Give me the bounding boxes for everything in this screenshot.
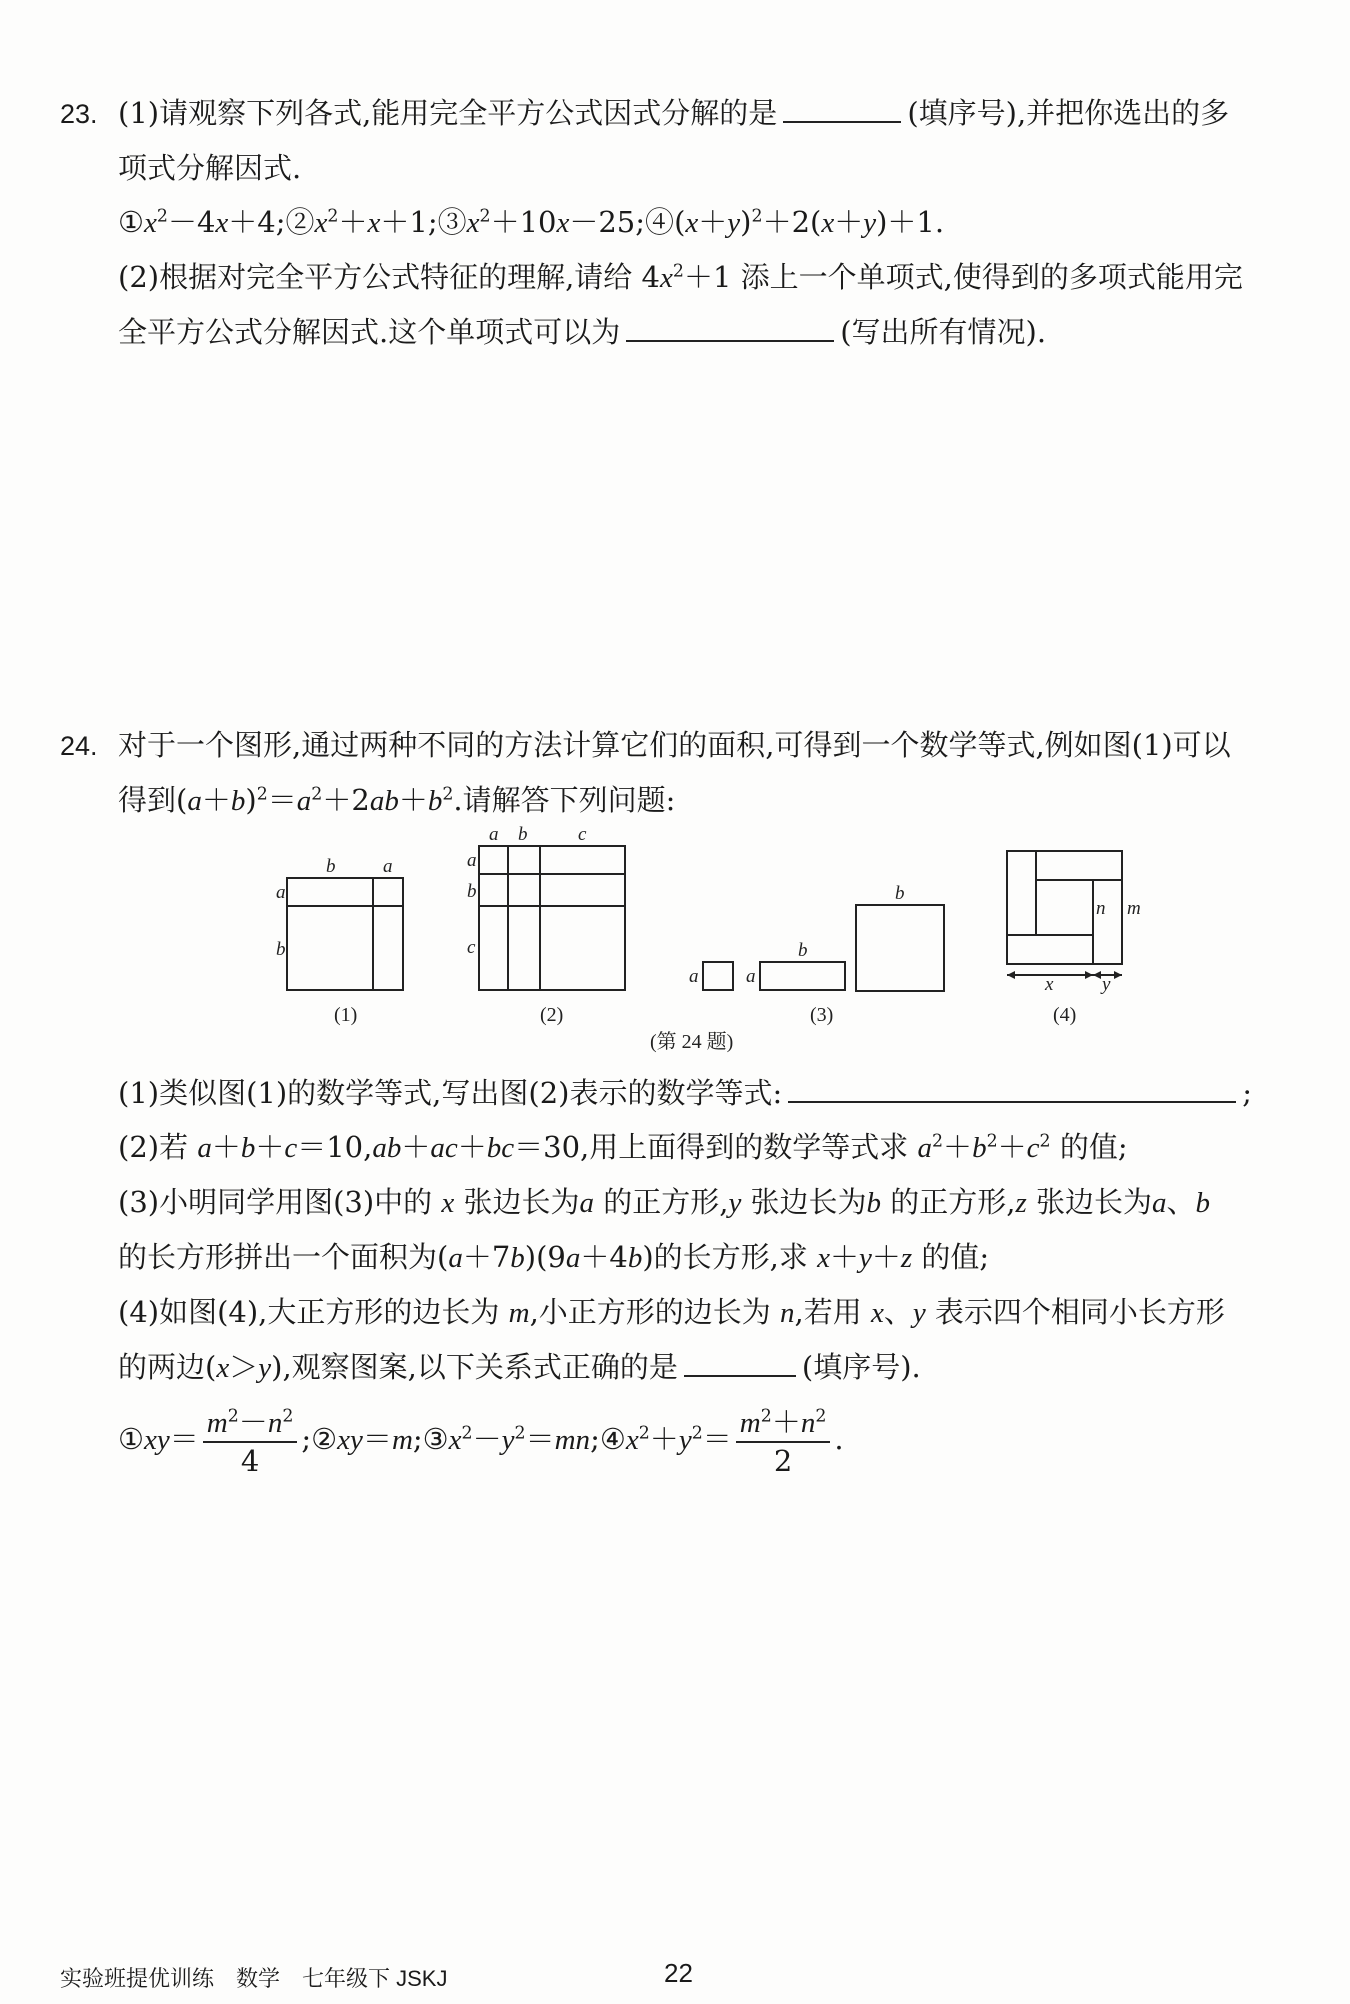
q23-number: 23. <box>60 99 98 129</box>
q24-sub4-text-c: ,若用 <box>794 1295 862 1329</box>
q24-number: 24. <box>60 731 98 761</box>
q24-sub3-text-e: 的正方形, <box>890 1185 1016 1219</box>
q24-sub1 <box>60 1066 1310 1120</box>
q24-sub2: (2)若 a＋b＋c＝10,ab＋ac＋bc＝30,用上面得到的数学等式求 $a^2+b^2+c^2$ 的值; <box>118 1130 1128 1164</box>
q24-sub3-text-c: 的正方形, <box>603 1185 729 1219</box>
q23-part2: (2)根据对完全平方公式特征的理解,请给 $4x^2+1$ 添上一个单项式,使得到的多项式能用完 <box>118 260 1243 294</box>
fig2-label-b-top: b <box>518 824 528 845</box>
fig3-label-b-2: b <box>895 883 905 904</box>
q24-sub2-text-a: (2)若 <box>118 1130 189 1164</box>
fig1-caption: (1) <box>334 1004 358 1026</box>
fig1-label-a-left: a <box>276 882 286 903</box>
fig1-label-b-top: b <box>326 856 336 877</box>
q23-opt3-mark: ③ <box>437 205 467 239</box>
fig3-label-a-1: a <box>689 966 699 987</box>
q24-sub3-text-f: 张边长为 <box>1036 1185 1153 1219</box>
q23-options: $①x^2-4x+4;②x^2+x+1;③x^2+10x-25;④(x+y)^2+2(x+y)+1$. <box>118 205 945 239</box>
q23-line2: 项式分解因式. <box>118 151 302 185</box>
q24-sub3-text-b: 张边长为 <box>463 1185 580 1219</box>
q24-sub3-text-g: 的长方形拼出一个面积为 <box>118 1240 438 1274</box>
fig3-label-b-1: b <box>798 940 808 961</box>
fig4-label-x: x <box>1045 974 1054 995</box>
q23-part1-text-b: (填序号),并把你选出的多 <box>907 96 1230 130</box>
q24-sub1-end: ; <box>1242 1076 1253 1110</box>
q24-sub2-text-b: ,用上面得到的数学等式求 <box>580 1130 909 1164</box>
footer-book-title: 实验班提优训练 数学 七年级下 JSKJ <box>60 1966 448 1991</box>
q24-sub4-text-b: ,小正方形的边长为 <box>529 1295 771 1329</box>
q24-blank-1[interactable] <box>788 1071 1236 1103</box>
q24-subquestions <box>60 1066 1310 1479</box>
q24-intro-text-b: 得到 <box>118 783 177 817</box>
fig4-label-n: n <box>1096 898 1106 919</box>
q23-part2-text-c: 全平方公式分解因式.这个单项式可以为 <box>118 315 621 349</box>
fig2-caption: (2) <box>540 1004 564 1026</box>
q23-opt2-mark: ② <box>285 205 315 239</box>
q24-intro-text-c: .请解答下列问题: <box>453 783 676 817</box>
q24-sub1-text: (1)类似图(1)的数学等式,写出图(2)表示的数学等式: <box>118 1076 783 1110</box>
q24-sub3-text-h: 的长方形,求 <box>653 1240 808 1274</box>
q24-intro-line2: 得到$(a+b)^2=a^2+2ab+b^2$.请解答下列问题: <box>118 783 676 817</box>
figure-caption-q24: (第 24 题) <box>650 1031 734 1053</box>
fig3-label-a-2: a <box>746 966 756 987</box>
fig2-label-a-top: a <box>489 824 499 845</box>
fig1-label-b-left: b <box>276 939 286 960</box>
q24-sub4-text-e: 的两边 <box>118 1350 206 1384</box>
q24-sub4-text-g: (填序号). <box>801 1350 921 1384</box>
q24-intro-text-a: 对于一个图形,通过两种不同的方法计算它们的面积,可得到一个数学等式,例如图(1)可以 <box>118 728 1231 762</box>
q24-sub3-text-d: 张边长为 <box>750 1185 867 1219</box>
q24-sub4-text-a: (4)如图(4),大正方形的边长为 <box>118 1295 500 1329</box>
fraction-2: $\frac{m^2+n^2}{2}$ <box>736 1404 831 1479</box>
figure-3-pieces <box>703 905 944 991</box>
fig2-label-b-left: b <box>467 881 477 902</box>
q24-sub3-line2: 的长方形拼出一个面积为(a＋7b)(9a＋4b)的长方形,求 x＋y＋z 的值; <box>118 1240 990 1274</box>
q24-sub4-options: ①xy＝ $\frac{m^2-n^2}{4}$ $;②xy=m;③x^2-y^2=mn;④x^2+y^2=$ $\frac{m^2+n^2}{2}$ . <box>118 1404 844 1478</box>
q24-sub4-text-d: 表示四个相同小长方形 <box>934 1295 1225 1329</box>
q24-sub4-text-f: ,观察图案,以下关系式正确的是 <box>282 1350 678 1384</box>
q24-sub4-line2: 的两边(x＞y),观察图案,以下关系式正确的是 (填序号). <box>60 1340 1310 1395</box>
q23-part1-text: (1)请观察下列各式,能用完全平方公式因式分解的是 <box>118 96 778 130</box>
q24-blank-2[interactable] <box>684 1345 796 1377</box>
fig4-caption: (4) <box>1053 1004 1077 1026</box>
fig2-label-a-left: a <box>467 850 477 871</box>
q24-sub3: (3)小明同学用图(3)中的 x 张边长为a 的正方形,y 张边长为b 的正方形,z 张边长为a、b <box>118 1185 1211 1219</box>
q23-opt4-mark: ④ <box>645 205 675 239</box>
figure-2-square <box>479 846 625 990</box>
fig2-label-c-top: c <box>578 824 587 845</box>
figure-1-square <box>287 878 403 990</box>
fig4-label-m: m <box>1127 898 1141 919</box>
q24-sub2-text-c: 的值; <box>1059 1130 1128 1164</box>
q24-sub3-text-i: 的值; <box>921 1240 990 1274</box>
q23-part2-text-d: (写出所有情况). <box>840 315 1047 349</box>
fig4-label-y: y <box>1102 974 1111 995</box>
q23-opt1-mark: ① <box>118 205 144 239</box>
fig3-caption: (3) <box>810 1004 834 1026</box>
q23-part2-text-a: (2)根据对完全平方公式特征的理解,请给 <box>118 260 633 294</box>
fig1-label-a-top: a <box>383 856 393 877</box>
page-number: 22 <box>664 1958 693 1988</box>
q24-sub4: (4)如图(4),大正方形的边长为 m,小正方形的边长为 n,若用 x、y 表示四个相同小长方形 <box>118 1295 1225 1329</box>
q24-sub3-text-a: (3)小明同学用图(3)中的 <box>118 1185 433 1219</box>
q23-part2-text-b: 添上一个单项式,使得到的多项式能用完 <box>740 260 1243 294</box>
fig2-label-c-left: c <box>467 937 476 958</box>
fraction-1: $\frac{m^2-n^2}{4}$ <box>203 1404 298 1479</box>
